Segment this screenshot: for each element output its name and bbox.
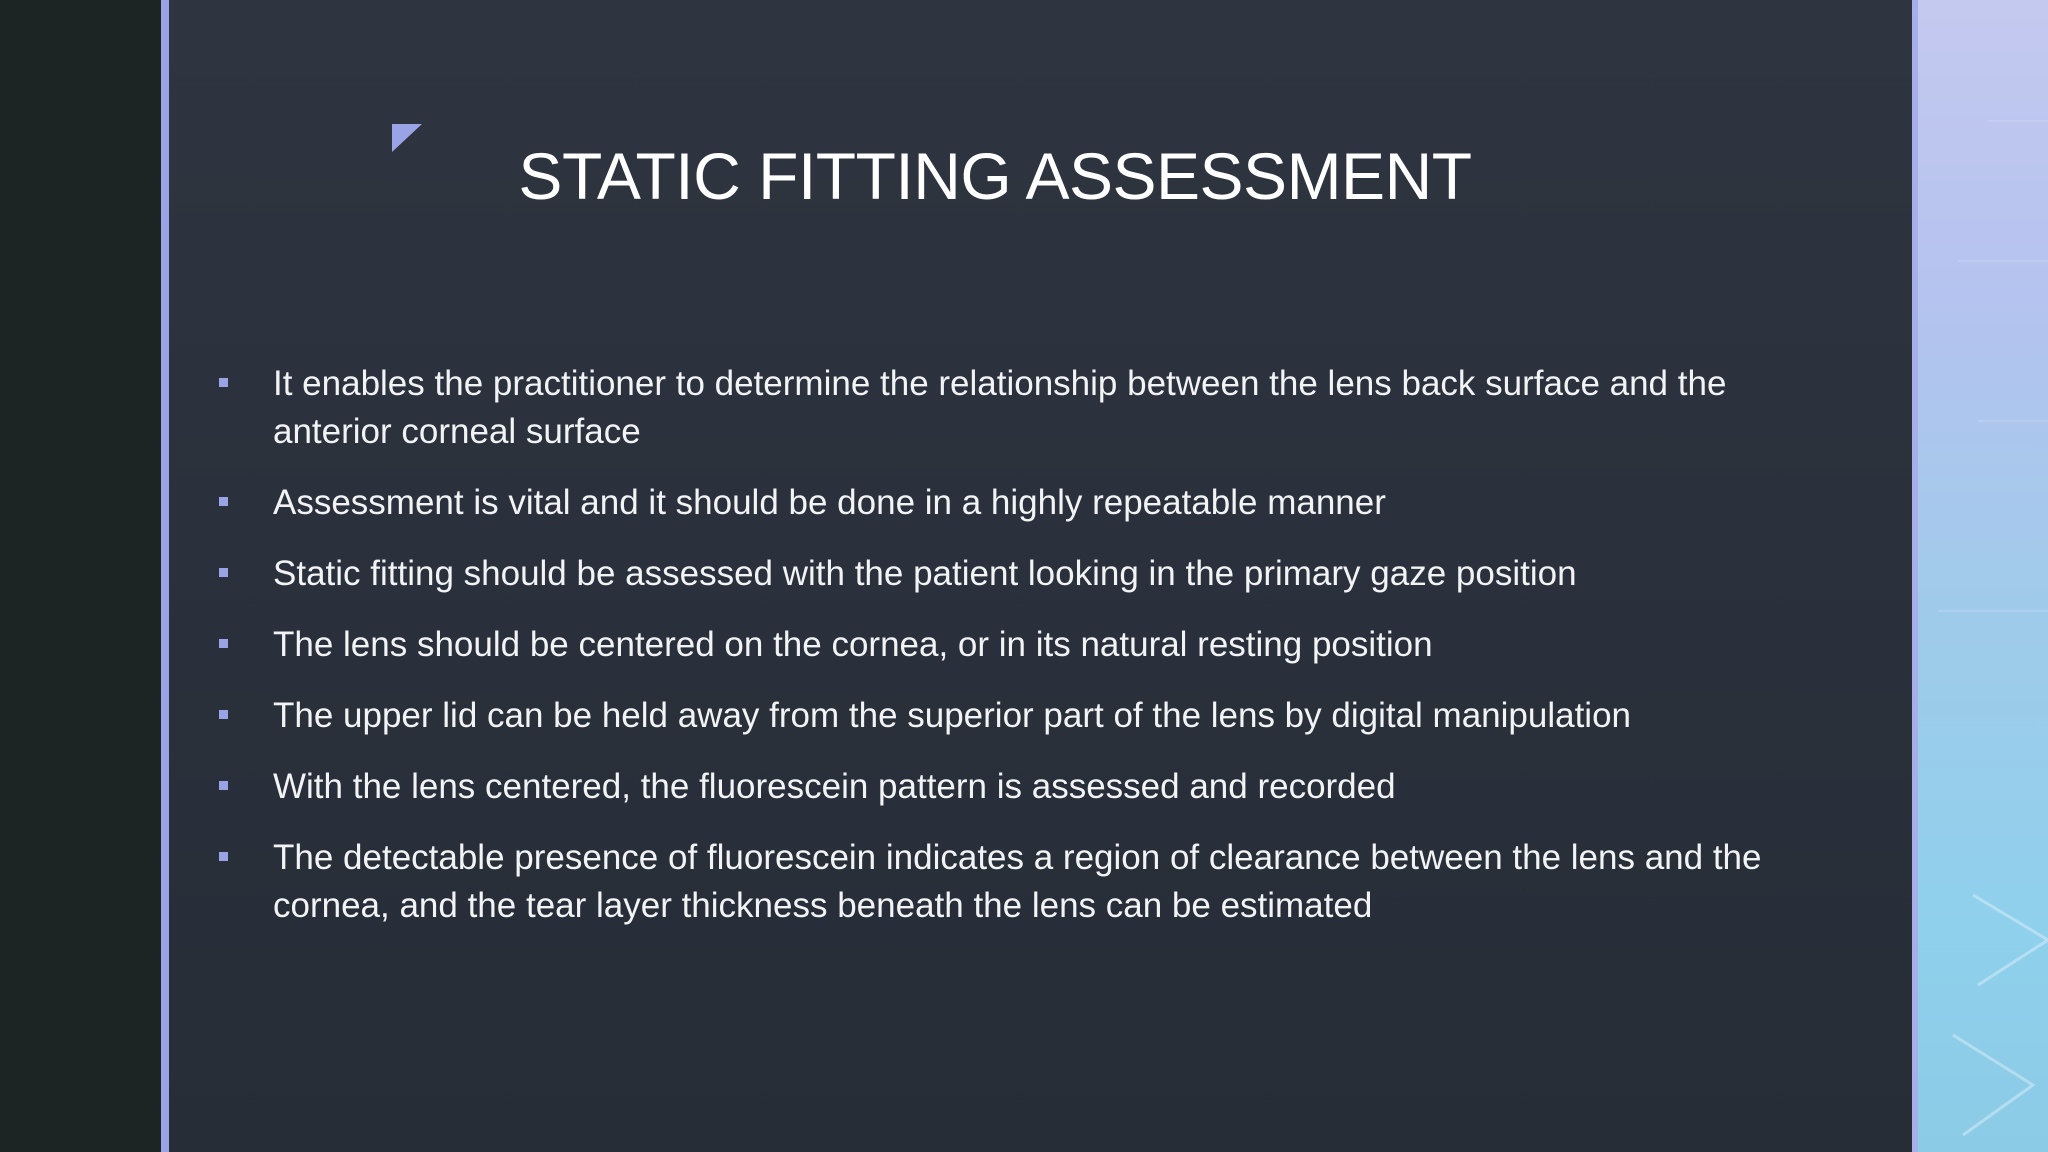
square-bullet-icon [219,639,228,648]
square-bullet-icon [219,852,228,861]
bullet-list [218,360,1778,953]
bullet-item [218,763,1778,811]
bullet-text: It enables the practitioner to determine the relationship between the lens back surface and the anterior corneal surface [273,364,1727,451]
bullet-item [218,360,1778,456]
bullet-text: The upper lid can be held away from the superior part of the lens by digital manipulation [273,696,1632,735]
square-bullet-icon [219,781,228,790]
left-accent-bar [161,0,169,1152]
bullet-text: With the lens centered, the fluorescein pattern is assessed and recorded [273,767,1396,806]
bullet-item [218,621,1778,669]
slide-title: STATIC FITTING ASSESSMENT [518,139,1472,213]
bullet-text: Static fitting should be assessed with the patient looking in the primary gaze position [273,554,1577,593]
square-bullet-icon [219,378,228,387]
decorative-chevrons-icon [1918,0,2048,1152]
bullet-item [218,550,1778,598]
bullet-item [218,834,1778,930]
bullet-text: The lens should be centered on the cornea, or in its natural resting position [273,625,1433,664]
square-bullet-icon [219,568,228,577]
left-dark-strip [0,0,161,1152]
corner-triangle-icon [392,124,422,154]
square-bullet-icon [219,710,228,719]
bullet-item [218,692,1778,740]
bullet-text: Assessment is vital and it should be done in a highly repeatable manner [273,483,1386,522]
bullet-text: The detectable presence of fluorescein indicates a region of clearance between the lens and the cornea, and the tear layer thickness beneath the lens can be estimated [273,838,1762,925]
decorative-side-art [1918,0,2048,1152]
bullet-item [218,479,1778,527]
square-bullet-icon [219,497,228,506]
